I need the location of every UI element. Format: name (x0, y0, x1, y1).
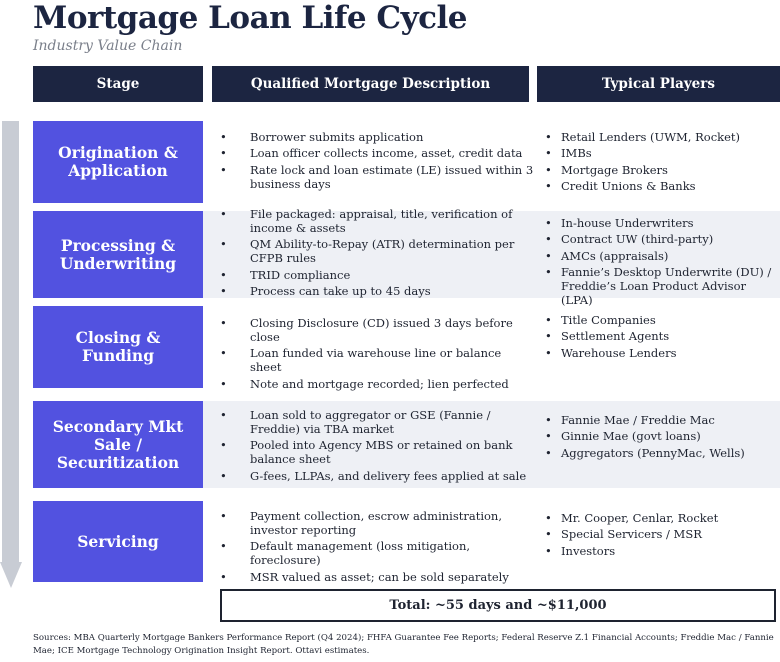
list-item: • Note and mortgage recorded; lien perfected (216, 377, 536, 391)
list-item: • File packaged: appraisal, title, verification of income & assets (216, 207, 536, 235)
list-item: • Loan funded via warehouse line or balance sheet (216, 346, 536, 374)
list-item: • Fannie’s Desktop Underwrite (DU) / Freddie’s Loan Product Advisor (LPA) (545, 265, 777, 307)
description-list-origination (216, 130, 536, 193)
players-list-origination (545, 130, 777, 196)
list-item: • In-house Underwriters (545, 216, 777, 230)
list-item: • Closing Disclosure (CD) issued 3 days before close (216, 316, 536, 344)
stage-origination: Origination & Application (33, 121, 203, 203)
flow-arrow-icon (2, 121, 19, 562)
list-item: • Borrower submits application (216, 130, 536, 144)
players-list-processing (545, 216, 777, 310)
list-item: • TRID compliance (216, 268, 536, 282)
players-list-secondary (545, 413, 777, 462)
list-item: • Title Companies (545, 313, 777, 327)
list-item: • QM Ability-to-Repay (ATR) determination per CFPB rules (216, 237, 536, 265)
flow-arrow-head-icon (0, 562, 22, 588)
header-stage: Stage (33, 66, 203, 102)
list-item: • Settlement Agents (545, 329, 777, 343)
list-item: • IMBs (545, 146, 777, 160)
list-item: • Payment collection, escrow administration, investor reporting (216, 509, 536, 537)
page-subtitle: Industry Value Chain (33, 38, 183, 54)
list-item: • Process can take up to 45 days (216, 284, 536, 298)
list-item: • Pooled into Agency MBS or retained on bank balance sheet (216, 438, 536, 466)
list-item: • Loan sold to aggregator or GSE (Fannie / Freddie) via TBA market (216, 408, 536, 436)
list-item: • Ginnie Mae (govt loans) (545, 429, 777, 443)
list-item: • Retail Lenders (UWM, Rocket) (545, 130, 777, 144)
list-item: • Investors (545, 544, 777, 558)
list-item: • Aggregators (PennyMac, Wells) (545, 446, 777, 460)
stage-servicing: Servicing (33, 501, 203, 582)
header-players: Typical Players (537, 66, 780, 102)
list-item: • Credit Unions & Banks (545, 179, 777, 193)
list-item: • Default management (loss mitigation, foreclosure) (216, 539, 536, 567)
list-item: • Mr. Cooper, Cenlar, Rocket (545, 511, 777, 525)
stage-processing: Processing & Underwriting (33, 211, 203, 298)
list-item: • Mortgage Brokers (545, 163, 777, 177)
page-title: Mortgage Loan Life Cycle (33, 0, 467, 36)
players-list-closing (545, 313, 777, 362)
list-item: • Warehouse Lenders (545, 346, 777, 360)
stage-secondary: Secondary Mkt Sale / Securitization (33, 401, 203, 488)
description-list-closing (216, 316, 536, 393)
list-item: • Fannie Mae / Freddie Mac (545, 413, 777, 427)
list-item: • AMCs (appraisals) (545, 249, 777, 263)
header-description: Qualified Mortgage Description (212, 66, 529, 102)
list-item: • Rate lock and loan estimate (LE) issued within 3 business days (216, 163, 536, 191)
players-list-servicing (545, 511, 777, 560)
list-item: • MSR valued as asset; can be sold separately (216, 570, 536, 584)
list-item: • G-fees, LLPAs, and delivery fees applied at sale (216, 469, 536, 483)
total-summary: Total: ~55 days and ~$11,000 (220, 589, 776, 622)
description-list-processing (216, 207, 536, 301)
description-list-servicing (216, 509, 536, 586)
list-item: • Loan officer collects income, asset, credit data (216, 146, 536, 160)
list-item: • Contract UW (third-party) (545, 232, 777, 246)
description-list-secondary (216, 408, 536, 485)
list-item: • Special Servicers / MSR (545, 527, 777, 541)
stage-closing: Closing & Funding (33, 306, 203, 388)
sources-footnote: Sources: MBA Quarterly Mortgage Bankers Performance Report (Q4 2024); FHFA Guarantee Fee Reports; Federal Reserve Z.1 Financial Accounts; Freddie Mac / Fannie Mae; ICE Mortgage Technology Origination Insight Report. Ottavi estimates. (33, 633, 774, 656)
